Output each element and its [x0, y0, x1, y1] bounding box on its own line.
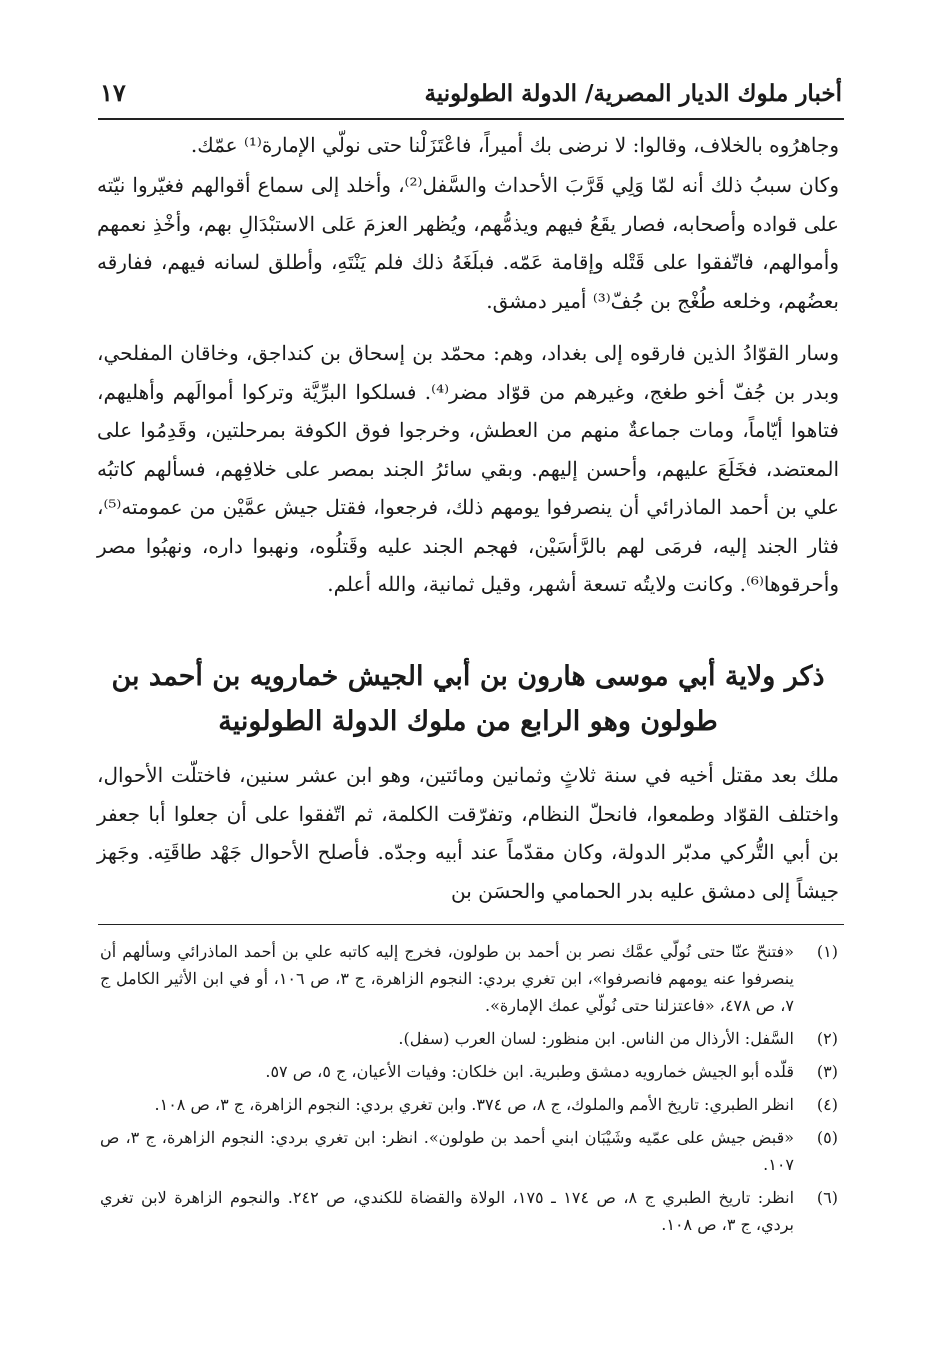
footnote-text: انظر: تاريخ الطبري ج ٨، ص ١٧٤ ـ ١٧٥، الولاة والقضاة للكندي، ص ٢٤٢. والنجوم الزاهرة لابن تغري بردي، ج ٣، ص ١٠٨.: [100, 1188, 795, 1234]
footnote-rule: [98, 924, 844, 925]
section-title: [97, 654, 839, 744]
page-number: ١٧: [100, 78, 126, 107]
paragraph-4: ملك بعد مقتل أخيه في سنة ثلاثٍ وثمانين ومائتين، وهو ابن عشر سنين، فاختلّت الأحوال، واختلف القوّاد وطمعوا، فانحلّ النظام، وتفرّقت الكلمة، ثم اتّفقوا على أن جعلوا أبا جعفر بن أبي التُّركي مدبّر الدولة، وكان مقدّماً عند أبيه وجدّه. فأصلح الأحوال جَهْد طاقَتِه. وجَهز جيشاً إلى دمشق عليه بدر الحمامي والحسَن بن: [97, 763, 839, 903]
footnote-item: [100, 1091, 838, 1118]
footnote-number: (٥): [816, 1128, 838, 1147]
running-title: أخبار ملوك الديار المصرية/ الدولة الطولونية: [424, 80, 842, 107]
footnote-number: (٢): [816, 1029, 838, 1048]
footnote-text: «قبض جيش على عمّيه وشَيْبَان ابني أحمد بن طولون». انظر: ابن تغري بردي: النجوم الزاهرة، ج ٣، ص ١٠٧.: [100, 1128, 795, 1174]
section-title-line-1: ذكر ولاية أبي موسى هارون بن أبي الجيش خمارويه بن أحمد بن: [111, 661, 825, 692]
footnote-text: قلّده أبو الجيش خمارويه دمشق وطبرية. ابن خلكان: وفيات الأعيان، ج ٥، ص ٥٧.: [265, 1062, 794, 1081]
paragraph-1: وجاهرُوه بالخلاف، وقالوا: لا نرضى بك أميراً، فاعْتَزَلْنا حتى نولّي الإمارة⁽¹⁾ عمّك.: [190, 133, 839, 157]
footnote-number: (١): [816, 942, 838, 961]
page-header: [100, 78, 842, 118]
paragraph-3: وسار القوّادُ الذين فارقوه إلى بغداد، وهم: محمّد بن إسحاق بن كنداجق، وخاقان المفلحي، وبدر بن جُفّ أخو طغج، وغيرهم من قوّاد مضر⁽⁴⁾. فسلكوا البرِّيَّة وتركوا أموالَهم وأهليهم، فتاهوا أيّاماً، ومات جماعةٌ منهم من العطش، وخرجوا فوق الكوفة بمرحلتين، وقَدِمُوا على المعتضد، فخَلَعَ عليهم، وأحسن إليهم. وبقي سائرُ الجند بمصر على خلافِهم، فسألهم كاتبُه علي بن أحمد الماذرائي أن ينصرفوا يومهم ذلك، فرجعوا، فقتل جيش عمَّيْن من عمومته⁽⁵⁾، فثار الجند إليه، فرمَى لهم بالرَّأسَيْن، فهجم الجند عليه وقَتلُوه، ونهبوا داره، ونهبُوا مصر وأحرقوها⁽⁶⁾. وكانت ولايتُه تسعة أشهر، وقيل ثمانية، والله أعلم.: [97, 341, 839, 596]
footnote-item: [100, 938, 838, 1019]
footnote-text: «فتنحّ عنّا حتى نُولّي عمَّك نصر بن أحمد بن طولون، فخرج إليه كاتبه علي بن أحمد الماذرائي وسألهم أن ينصرفوا عنه يومهم فانصرفوا»، ابن تغري بردي: النجوم الزاهرة، ج ٣، ص ١٠٦، أو في ابن الأثير الكامل ج ٧، ص ٤٧٨، «فاعتزلنا حتى نُولّي عمك الإمارة».: [100, 942, 795, 1015]
footnote-text: انظر الطبري: تاريخ الأمم والملوك، ج ٨، ص ٣٧٤. وابن تغري بردي: النجوم الزاهرة، ج ٣، ص ١٠٨.: [154, 1095, 794, 1114]
footnote-number: (٣): [816, 1062, 838, 1081]
footnote-item: [100, 1025, 838, 1052]
section-title-line-2: طولون وهو الرابع من ملوك الدولة الطولونية: [218, 706, 718, 737]
section-text: [97, 756, 839, 910]
footnote-text: السَّفل: الأرذال من الناس. ابن منظور: لسان العرب (سفل).: [398, 1029, 794, 1048]
footnotes: [100, 938, 838, 1244]
paragraph-2: وكان سببُ ذلك أنه لمّا وَلِي قَرَّبَ الأحداث والسَّفل⁽²⁾، وأخلد إلى سماع أقوالهم فغيّروا نيّته على قواده وأصحابه، فصار يقَعُ فيهم ويذمُّهم، ويُظهر العزمَ عَلى الاستبْدَالِ بهم، وأخْذِ نعمهم وأموالهم، فاتّفقوا على قَتْله وإقامة عَمّه. فبلَغَهُ ذلك فلم يَنْتَهِ، وأطلق لسانه فيهم، ففارقه بعضُهم، وخلعه طُغْج بن جُفّ⁽³⁾ أمير دمشق.: [97, 173, 839, 313]
footnote-number: (٤): [816, 1095, 838, 1114]
header-rule: [98, 118, 844, 120]
footnote-item: [100, 1184, 838, 1238]
footnote-number: (٦): [816, 1188, 838, 1207]
main-text: [97, 126, 839, 604]
footnote-item: [100, 1124, 838, 1178]
footnote-item: [100, 1058, 838, 1085]
